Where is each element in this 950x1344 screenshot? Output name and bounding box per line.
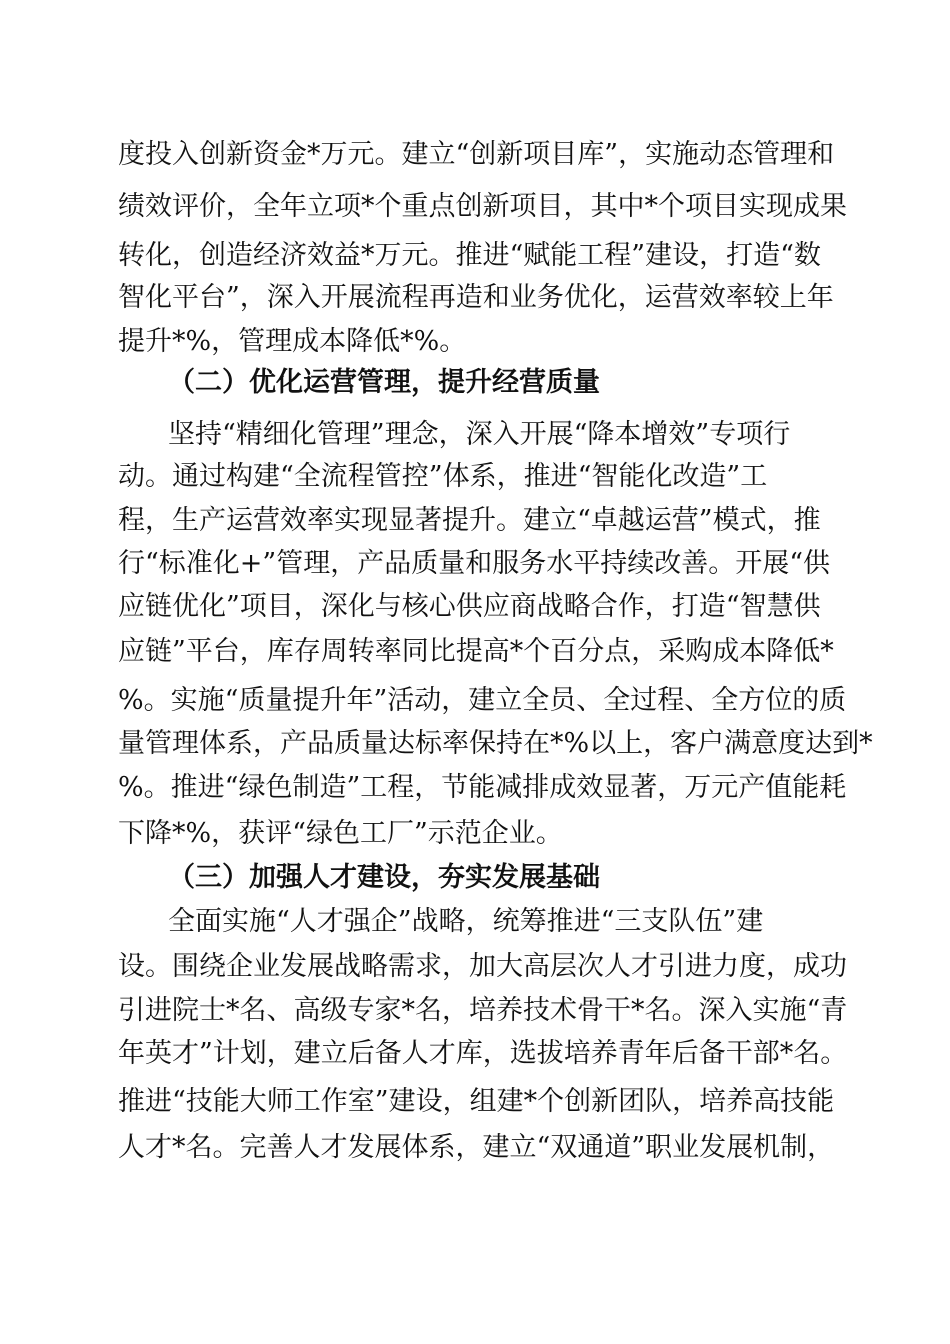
paragraph-line: %。实施“质量提升年”活动，建立全员、全过程、全方位的质 — [118, 685, 847, 716]
paragraph-line: 提升*%，管理成本降低*%。 — [118, 326, 467, 357]
paragraph-line: 全面实施“人才强企”战略，统筹推进“三支队伍”建 — [168, 906, 764, 937]
paragraph-line: 行“标准化+”管理，产品质量和服务水平持续改善。开展“供 — [118, 548, 831, 579]
paragraph-line: %。推进“绿色制造”工程，节能减排成效显著，万元产值能耗 — [118, 772, 847, 803]
paragraph-line: 度投入创新资金*万元。建立“创新项目库”，实施动态管理和 — [118, 139, 835, 170]
paragraph-line: 绩效评价，全年立项*个重点创新项目，其中*个项目实现成果 — [118, 191, 847, 222]
paragraph-line: 年英才”计划，建立后备人才库，选拔培养青年后备干部*名。 — [118, 1038, 848, 1069]
paragraph-line: 下降*%，获评“绿色工厂”示范企业。 — [118, 818, 563, 849]
paragraph-line: 设。围绕企业发展战略需求，加大高层次人才引进力度，成功 — [118, 951, 847, 982]
paragraph-line: 程，生产运营效率实现显著提升。建立“卓越运营”模式，推 — [118, 505, 821, 536]
section-heading-3: （三）加强人才建设，夯实发展基础 — [168, 862, 600, 893]
paragraph-line: 人才*名。完善人才发展体系，建立“双通道”职业发展机制， — [118, 1132, 835, 1163]
paragraph-line: 坚持“精细化管理”理念，深入开展“降本增效”专项行 — [168, 419, 791, 450]
paragraph-line: 推进“技能大师工作室”建设，组建*个创新团队，培养高技能 — [118, 1086, 835, 1117]
paragraph-line: 引进院士*名、高级专家*名，培养技术骨干*名。深入实施“青 — [118, 995, 848, 1026]
paragraph-line: 转化，创造经济效益*万元。推进“赋能工程”建设，打造“数 — [118, 240, 821, 271]
paragraph-line: 应链优化”项目，深化与核心供应商战略合作，打造“智慧供 — [118, 591, 821, 622]
section-heading-2: （二）优化运营管理，提升经营质量 — [168, 367, 600, 398]
paragraph-line: 量管理体系，产品质量达标率保持在*%以上，客户满意度达到* — [118, 728, 873, 759]
paragraph-line: 智化平台”，深入开展流程再造和业务优化，运营效率较上年 — [118, 282, 834, 313]
paragraph-line: 动。通过构建“全流程管控”体系，推进“智能化改造”工 — [118, 461, 768, 492]
paragraph-line: 应链”平台，库存周转率同比提高*个百分点，采购成本降低* — [118, 636, 834, 667]
